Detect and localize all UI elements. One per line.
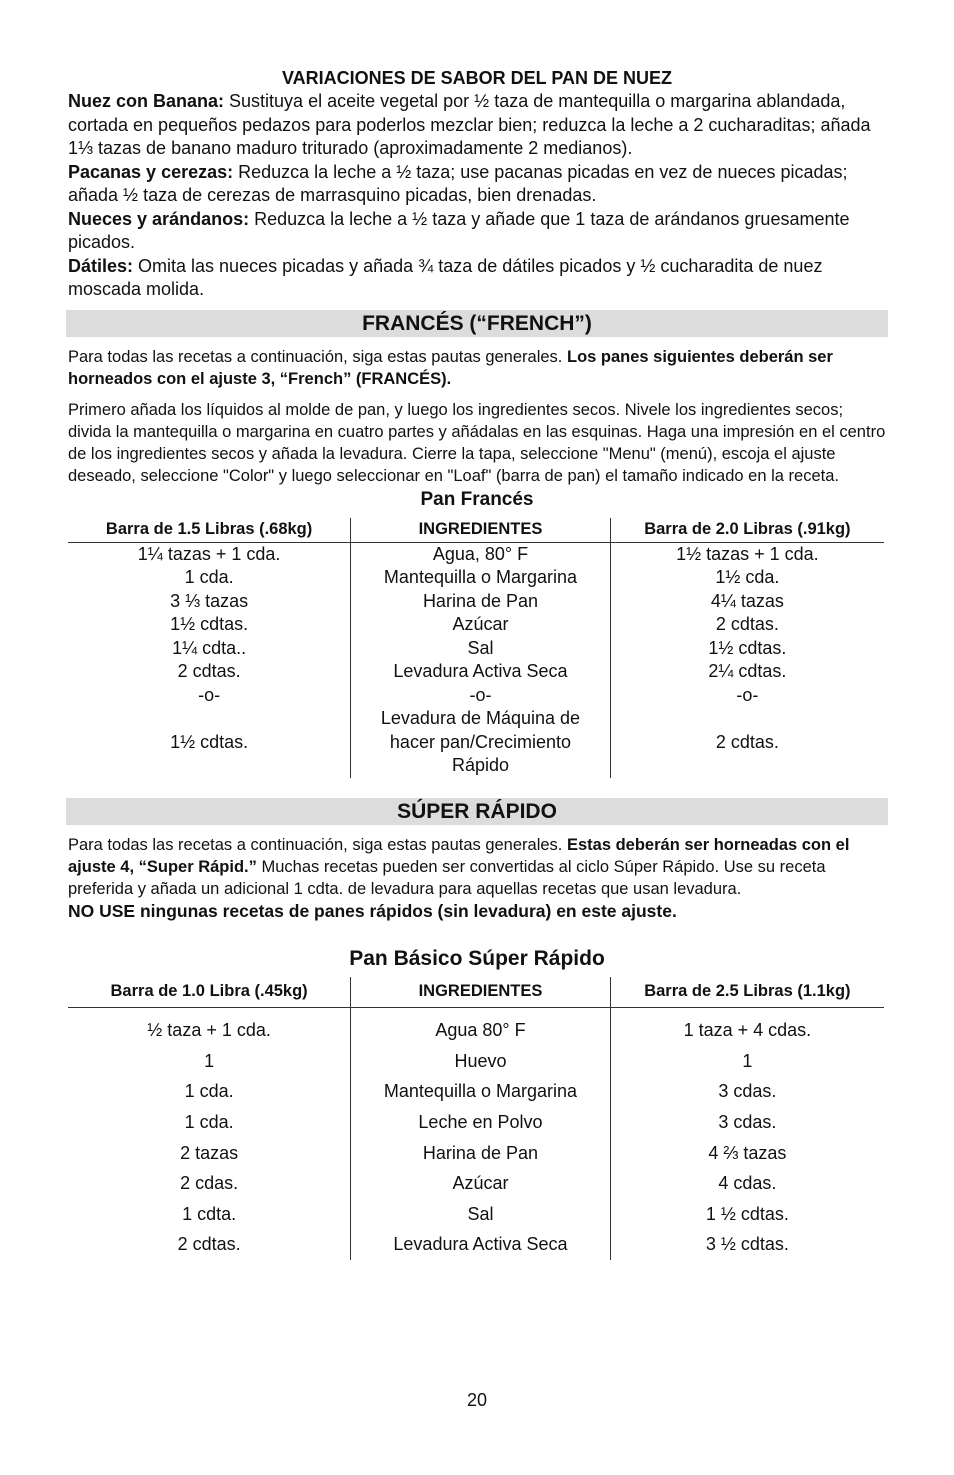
table-cell: 1 cda. [184,1081,234,1102]
french-instructions: Primero añada los líquidos al molde de pan, y luego los ingredientes secos. Nivele los ingredientes secos; divida la mantequilla o margarina en cuatro partes y añádalas en las esquinas. Haga una impresión en el centro de los ingredientes secos y añada la levadura. Cierre la tapa, seleccione "Menu" (menú), escoja el ajuste deseado, seleccione "Color" y luego seleccionar en "Loaf" (barra de pan) el tamaño indicado en la receta. [68,400,886,485]
table-cell: 2 cdtas. [715,614,779,634]
table-cell: Azúcar [351,1168,611,1199]
table-cell: -o- [198,684,221,705]
table-cell: Leche en Polvo [351,1107,611,1138]
variation-pecans: Pacanas y cerezas: Reduzca la leche a ½ taza; use pacanas picadas en vez de nueces picadas; añada ½ taza de cerezas de marrasquino picadas, bien drenadas. [68,161,848,205]
table-cell: 1 [742,1050,753,1071]
table-cell: -o- [736,684,759,705]
table-cell: 2¼ cdtas. [708,661,787,681]
table-cell: 1½ cda. [715,567,780,587]
variation-cranberries: Nueces y arándanos: Reduzca la leche a ½ taza y añade que 1 taza de arándanos gruesamente picados. [68,208,850,252]
french-table-title: Pan Francés [420,488,534,510]
table-cell: 1 taza + 4 cdas. [683,1020,812,1041]
super-rapid-intro: Para todas las recetas a continuación, siga estas pautas generales. Estas deberán ser horneadas con el ajuste 4, “Super Rápid.” Muchas recetas pueden ser convertidas al ciclo Súper Rápido. Use su receta preferida y añada un adicional 1 cdta. de levadura para aquellas recetas que usan levadura. [68,835,850,898]
table-cell: Mantequilla o Margarina [351,566,611,590]
spacer-cell [610,1007,884,1016]
table-cell: 4 cdas. [718,1173,777,1194]
variations-title: VARIACIONES DE SABOR DEL PAN DE NUEZ [281,68,673,88]
super-rapid-table-title: Pan Básico Súper Rápido [349,946,605,970]
table-row [68,707,884,778]
table-cell: Huevo [351,1046,611,1077]
table-cell: 3 ½ cdtas. [705,1234,789,1255]
table-cell: 1 ½ cdtas. [705,1203,789,1224]
table-cell: Levadura Activa Seca [351,1230,611,1261]
table-row [68,1138,884,1169]
table-row [68,1230,884,1261]
table-cell: 3 cdas. [718,1081,777,1102]
table-cell: 2 cdas. [180,1173,239,1194]
table-cell: 1 cda. [184,567,234,587]
table-cell [351,707,611,778]
table-cell-line: Levadura de Máquina de [380,708,581,728]
table-cell: 4 ⅔ tazas [708,1142,787,1163]
table-cell: Sal [351,637,611,661]
table-row [68,613,884,637]
page-number: 20 [466,1390,488,1410]
page-content [68,66,886,1260]
table-cell: Agua, 80° F [351,542,611,566]
table-cell: 2 tazas [180,1142,239,1163]
variation-banana: Nuez con Banana: Sustituya el aceite vegetal por ½ taza de mantequilla o margarina ablandada, cortada en pequeños pedazos para poderlos mezclar bien; reduzca la leche a 2 cucharaditas; añada 1⅓ tazas de banano maduro triturado (aproximadamente 2 medianos). [68,91,871,158]
super-rapid-section-heading: SÚPER RÁPIDO [66,798,888,825]
table-row [68,566,884,590]
table-row [68,1199,884,1230]
french-intro: Para todas las recetas a continuación, siga estas pautas generales. Los panes siguientes deberán ser horneados con el ajuste 3, “French” (FRANCÉS). [68,347,833,388]
table-cell: Mantequilla o Margarina [351,1077,611,1108]
table-row [68,660,884,684]
variation-dates: Dátiles: Omita las nueces picadas y añada ¾ taza de dátiles picados y ½ cucharadita de nuez moscada molida. [68,255,823,299]
table-cell: 4¼ tazas [710,590,784,611]
table-cell: 1½ cdtas. [708,637,787,658]
column-header: Barra de 2.5 Libras (1.1kg) [610,977,884,1008]
table-cell-line: Rápido [451,755,509,775]
column-header: Barra de 1.0 Libra (.45kg) [68,977,351,1008]
table-row [68,1016,884,1047]
table-row [68,637,884,661]
table-cell: Sal [351,1199,611,1230]
french-section-heading: FRANCÉS (“FRENCH”) [66,310,888,337]
table-row [68,1077,884,1108]
table-row [68,1168,884,1199]
table-cell: Harina de Pan [351,1138,611,1169]
table-cell: 2 cdtas. [715,731,779,752]
table-cell: Levadura Activa Seca [351,660,611,684]
table-cell: 1 cda. [184,1112,234,1133]
table-cell: -o- [351,684,611,708]
table-cell: 1½ cdtas. [170,614,249,634]
table-cell: 1½ tazas + 1 cda. [676,543,819,564]
super-rapid-warning: NO USE ningunas recetas de panes rápidos (sin levadura) en este ajuste. [68,900,677,921]
table-cell: Agua 80° F [351,1016,611,1047]
table-cell-line: hacer pan/Crecimiento [389,731,572,752]
column-header: INGREDIENTES [351,977,611,1008]
spacer-cell [351,1007,611,1016]
french-recipe-table [68,518,884,778]
table-row [68,1046,884,1077]
table-cell: 1 [204,1050,215,1071]
table-cell: 3 cdas. [718,1112,777,1133]
table-row [68,1107,884,1138]
table-cell: Azúcar [351,613,611,637]
table-cell: 1¼ tazas + 1 cda. [137,543,281,564]
column-header: Barra de 2.0 Libras (.91kg) [610,518,884,543]
column-header: INGREDIENTES [351,518,611,543]
table-cell: 3 ⅓ tazas [170,590,249,611]
table-cell: Harina de Pan [351,590,611,614]
table-row [68,684,884,708]
table-cell: 1 cdta. [182,1203,237,1224]
table-cell: ½ taza + 1 cda. [147,1020,271,1041]
table-cell: 2 cdtas. [177,1234,241,1255]
table-row [68,590,884,614]
super-rapid-recipe-table [68,977,884,1261]
table-cell: 1½ cdtas. [170,731,249,752]
column-header: Barra de 1.5 Libras (.68kg) [68,518,351,543]
spacer-cell [68,1007,351,1016]
table-cell: 1¼ cdta.. [172,637,247,658]
table-cell: 2 cdtas. [177,661,241,681]
table-spacer [68,1007,884,1016]
table-row [68,542,884,566]
